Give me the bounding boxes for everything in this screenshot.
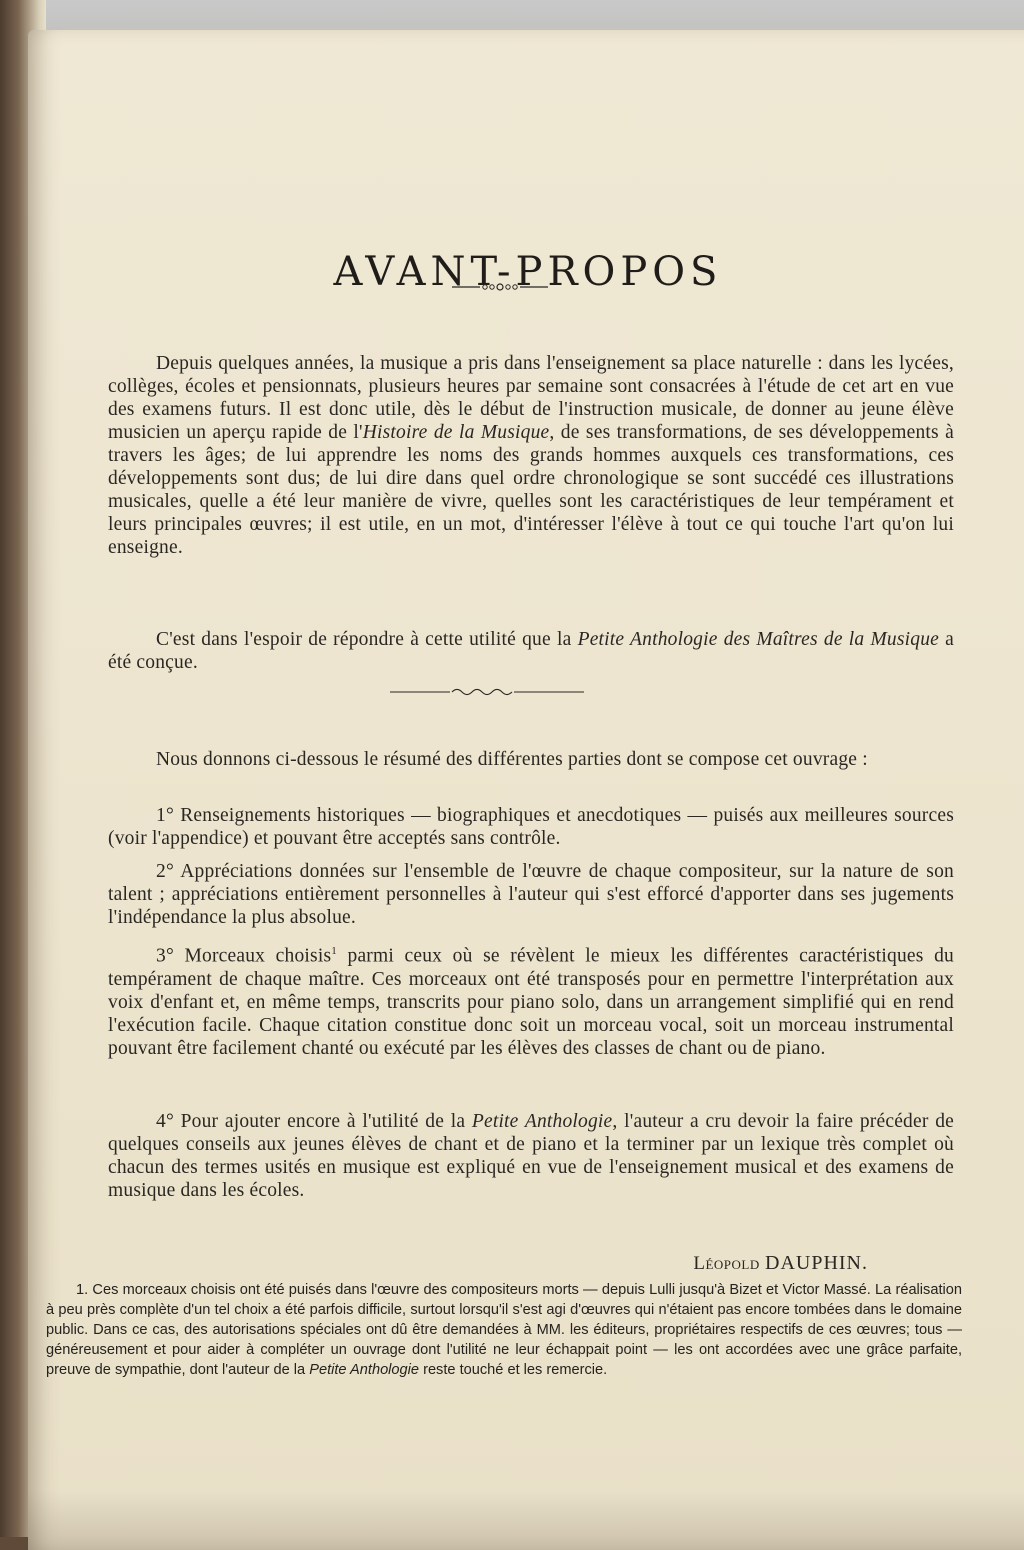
footnote: 1. Ces morceaux choisis ont été puisés dans l'œuvre des compositeurs morts — depuis Lulli jusqu'à Bizet et Victor Massé. La réalisation à peu près complète d'un tel choix a été parfois difficile, surtout lorsqu'il s'est agi d'œuvres qui n'étaient pas encore tombées dans le domaine public. Dans ce cas, des autorisations spéciales ont dû être demandées à MM. les éditeurs, propriétaires respectifs de ces œuvres; tous — généreusement et pour aider à compléter un ouvrage dont l'utilité ne leur échappait point — les ont accordées avec une grâce parfaite, preuve de sympathie, dont l'auteur de la Petite Anthologie reste touché et les remercie. <box>46 1282 962 1378</box>
signature-last-name: DAUPHIN. <box>765 1252 868 1274</box>
signature-first-name: Léopold <box>693 1253 760 1274</box>
top-ornament <box>450 280 550 294</box>
page-bottom-shadow <box>28 1490 1024 1550</box>
summary-lead: Nous donnons ci-dessous le résumé des différentes parties dont se compose cet ouvrage : <box>156 749 868 770</box>
summary-item-3: 3° Morceaux choisis$^1$ parmi ceux où se révèlent le mieux les différentes caractéristiques du tempérament de chaque maître. Ces morceaux ont été transposés pour en permettre l'interprétation aux voix d'enfant et, en même temps, transcrits pour piano solo, dans un arrangement simplifié qui en rend l'exécution facile. Chaque citation constitue donc soit un morceau vocal, soit un morceau instrumental pouvant être facilement chanté ou exécuté par les élèves des classes de chant ou de piano. <box>108 945 954 1059</box>
summary-item-4: 4° Pour ajouter encore à l'utilité de la Petite Anthologie, l'auteur a cru devoir la faire précéder de quelques conseils aux jeunes élèves de chant et de piano et la terminer par un lexique très complet où chacun des termes usités en musique est expliqué en vue de l'enseignement musical et des examens de musique dans les écoles. <box>108 1111 955 1201</box>
middle-ornament <box>388 684 588 698</box>
intro-paragraph-1: Depuis quelques années, la musique a pris dans l'enseignement sa place naturelle : dans les lycées, collèges, écoles et pensionnats, plusieurs heures par semaine sont consacrées à l'étude de cet art en vue des examens futurs. Il est donc utile, dès le début de l'instruction musicale, de donner au jeune élève musicien un aperçu rapide de l'Histoire de la Musique, de ses transformations, de ses développements à travers les âges; de lui apprendre les noms des grands hommes auxquels ces transformations, ces développements sont dus; de lui dire dans quel ordre chronologique se sont succédé ces illustrations musicales, quelle a été leur manière de vivre, quelles sont les caractéristiques de leur tempérament et leurs principales œuvres; il est utile, en un mot, d'intéresser l'élève à tout ce qui touche l'art qu'on lui enseigne. <box>108 353 955 558</box>
footnote-marker: 1 <box>331 945 337 957</box>
intro-paragraph-2: C'est dans l'espoir de répondre à cette utilité que la Petite Anthologie des Maîtres de la Musique a été conçue. <box>108 629 955 673</box>
page-title: AVANT-PROPOS <box>333 248 723 295</box>
author-signature <box>628 1252 868 1275</box>
book-page <box>28 30 1024 1550</box>
summary-item-2: 2° Appréciations données sur l'ensemble de l'œuvre de chaque compositeur, sur la nature de son talent ; appréciations entièrement personnelles à l'auteur qui s'est efforcé d'apporter dans ses jugements l'indépendance la plus absolue. <box>108 861 954 928</box>
summary-item-1: 1° Renseignements historiques — biographiques et anecdotiques — puisés aux meilleures sources (voir l'appendice) et pouvant être acceptés sans contrôle. <box>108 805 954 849</box>
